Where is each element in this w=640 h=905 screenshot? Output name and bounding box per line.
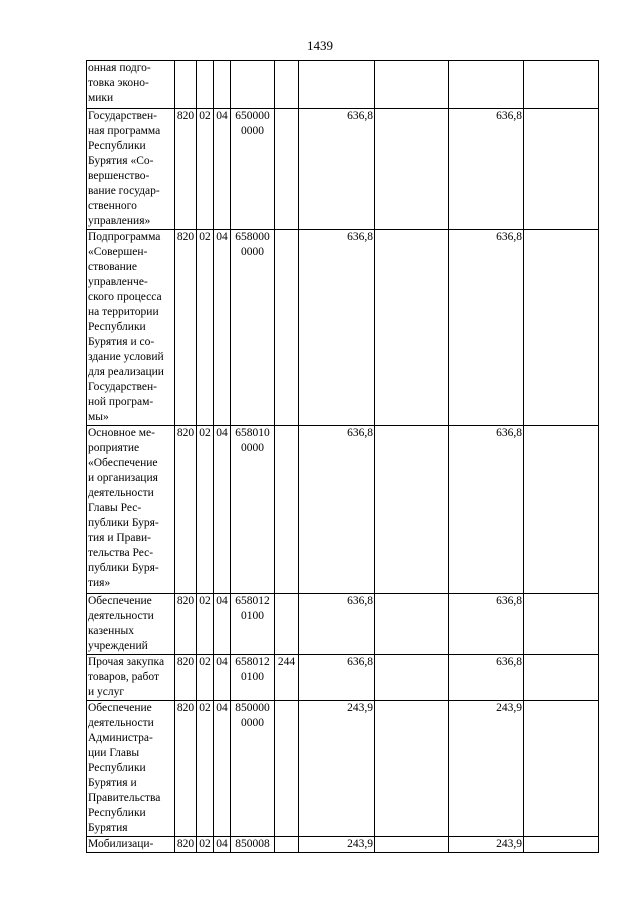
item-name-cell-line: Главы Рес- — [88, 502, 142, 514]
item-name-cell — [87, 426, 175, 594]
item-name-cell-line: здание условий — [88, 351, 164, 363]
amount-cell-4 — [524, 701, 599, 837]
amount-cell-1: 243,9 — [299, 701, 375, 837]
csr-code-cell — [231, 701, 275, 837]
amount-cell-4 — [524, 61, 599, 109]
pr-code-cell: 04 — [214, 426, 231, 594]
item-name-cell — [87, 61, 175, 109]
table-row — [87, 426, 599, 594]
csr-code-cell-line: 658012 — [235, 656, 270, 668]
item-name-cell-line: Республики — [88, 807, 146, 819]
pr-code-cell: 04 — [214, 701, 231, 837]
gr-code-cell: 820 — [175, 701, 197, 837]
item-name-cell — [87, 701, 175, 837]
gr-code-cell: 820 — [175, 230, 197, 426]
amount-cell-1: 243,9 — [299, 837, 375, 853]
rz-code-cell: 02 — [197, 655, 214, 701]
vr-code-cell — [275, 426, 299, 594]
table-row — [87, 701, 599, 837]
amount-cell-4 — [524, 594, 599, 655]
csr-code-cell-line: 0100 — [241, 610, 264, 622]
item-name-cell — [87, 594, 175, 655]
item-name-cell-line: товаров, работ — [88, 671, 160, 683]
csr-code-cell-line: 850000 — [235, 702, 270, 714]
item-name-cell-line: Основное ме- — [88, 427, 155, 439]
item-name-cell-line: публики Буря- — [88, 517, 159, 529]
gr-code-cell: 820 — [175, 837, 197, 853]
item-name-cell-line: Республики — [88, 140, 146, 152]
item-name-cell-line: роприятие — [88, 442, 140, 454]
csr-code-cell-line: 658012 — [235, 595, 270, 607]
item-name-cell-line: Бурятия и — [88, 777, 137, 789]
rz-code-cell — [197, 61, 214, 109]
item-name-cell-line: Мобилизаци- — [88, 838, 154, 850]
item-name-cell-line: тия и Прави- — [88, 532, 151, 544]
item-name-cell-line: деятельности — [88, 717, 154, 729]
csr-code-cell — [231, 61, 275, 109]
rz-code-cell: 02 — [197, 837, 214, 853]
vr-code-cell — [275, 109, 299, 230]
gr-code-cell: 820 — [175, 426, 197, 594]
rz-code-cell: 02 — [197, 594, 214, 655]
pr-code-cell: 04 — [214, 230, 231, 426]
item-name-cell-line: вание государ- — [88, 185, 160, 197]
table-row — [87, 230, 599, 426]
item-name-cell-line: Обеспечение — [88, 595, 152, 607]
pr-code-cell — [214, 61, 231, 109]
item-name-cell-line: Бурятия «Со- — [88, 155, 154, 167]
vr-code-cell — [275, 701, 299, 837]
item-name-cell-line: ная программа — [88, 125, 161, 137]
item-name-cell-line: вершенство- — [88, 170, 150, 182]
table-row — [87, 109, 599, 230]
csr-code-cell-line: 658000 — [235, 231, 270, 243]
vr-code-cell — [275, 594, 299, 655]
item-name-cell — [87, 109, 175, 230]
amount-cell-1: 636,8 — [299, 426, 375, 594]
item-name-cell-line: Администра- — [88, 732, 153, 744]
item-name-cell-line: и услуг — [88, 686, 125, 698]
gr-code-cell: 820 — [175, 594, 197, 655]
csr-code-cell — [231, 655, 275, 701]
amount-cell-2 — [375, 426, 449, 594]
amount-cell-3: 243,9 — [449, 837, 524, 853]
item-name-cell-line: тия» — [88, 577, 111, 589]
amount-cell-1: 636,8 — [299, 109, 375, 230]
item-name-cell-line: ции Главы — [88, 747, 140, 759]
item-name-cell-line: деятельности — [88, 610, 154, 622]
amount-cell-4 — [524, 837, 599, 853]
amount-cell-3 — [449, 61, 524, 109]
rz-code-cell: 02 — [197, 109, 214, 230]
csr-code-cell — [231, 837, 275, 853]
csr-code-cell-line: 0000 — [241, 717, 264, 729]
item-name-cell-line: Прочая закупка — [88, 656, 165, 668]
amount-cell-3: 636,8 — [449, 655, 524, 701]
item-name-cell-line: онная подго- — [88, 62, 151, 74]
amount-cell-3: 636,8 — [449, 594, 524, 655]
csr-code-cell-line: 0000 — [241, 442, 264, 454]
item-name-cell-line: ной програм- — [88, 396, 154, 408]
table-row — [87, 594, 599, 655]
table-row — [87, 61, 599, 109]
item-name-cell-line: «Обеспечение — [88, 457, 158, 469]
amount-cell-2 — [375, 837, 449, 853]
rz-code-cell: 02 — [197, 701, 214, 837]
table-row — [87, 655, 599, 701]
amount-cell-1: 636,8 — [299, 230, 375, 426]
item-name-cell — [87, 230, 175, 426]
item-name-cell-line: и организация — [88, 472, 158, 484]
item-name-cell — [87, 655, 175, 701]
item-name-cell-line: товка эконо- — [88, 77, 149, 89]
gr-code-cell — [175, 61, 197, 109]
item-name-cell — [87, 837, 175, 853]
pr-code-cell: 04 — [214, 837, 231, 853]
table-row — [87, 837, 599, 853]
amount-cell-2 — [375, 655, 449, 701]
gr-code-cell: 820 — [175, 655, 197, 701]
item-name-cell-line: Бурятия и со- — [88, 336, 155, 348]
amount-cell-1 — [299, 61, 375, 109]
csr-code-cell — [231, 230, 275, 426]
item-name-cell-line: на территории — [88, 306, 159, 318]
item-name-cell-line: Государствен- — [88, 110, 157, 122]
csr-code-cell-line: 0100 — [241, 671, 264, 683]
vr-code-cell: 244 — [275, 655, 299, 701]
amount-cell-2 — [375, 61, 449, 109]
item-name-cell-line: ственного — [88, 200, 137, 212]
amount-cell-2 — [375, 701, 449, 837]
csr-code-cell — [231, 426, 275, 594]
csr-code-cell — [231, 594, 275, 655]
csr-code-cell-line: 850008 — [235, 838, 270, 850]
item-name-cell-line: Республики — [88, 762, 146, 774]
item-name-cell-line: Обеспечение — [88, 702, 152, 714]
csr-code-cell — [231, 109, 275, 230]
budget-table — [86, 60, 599, 853]
rz-code-cell: 02 — [197, 230, 214, 426]
amount-cell-4 — [524, 655, 599, 701]
item-name-cell-line: Государствен- — [88, 381, 157, 393]
table-body — [87, 61, 599, 853]
csr-code-cell-line: 0000 — [241, 246, 264, 258]
rz-code-cell: 02 — [197, 426, 214, 594]
item-name-cell-line: ствование — [88, 261, 138, 273]
amount-cell-1: 636,8 — [299, 655, 375, 701]
vr-code-cell — [275, 837, 299, 853]
csr-code-cell-line: 650000 — [235, 110, 270, 122]
amount-cell-2 — [375, 230, 449, 426]
item-name-cell-line: тельства Рес- — [88, 547, 154, 559]
pr-code-cell: 04 — [214, 655, 231, 701]
amount-cell-2 — [375, 594, 449, 655]
item-name-cell-line: казенных — [88, 625, 134, 637]
pr-code-cell: 04 — [214, 109, 231, 230]
item-name-cell-line: деятельности — [88, 487, 154, 499]
item-name-cell-line: для реализации — [88, 366, 164, 378]
item-name-cell-line: ского процесса — [88, 291, 162, 303]
gr-code-cell: 820 — [175, 109, 197, 230]
item-name-cell-line: Республики — [88, 321, 146, 333]
item-name-cell-line: Правительства — [88, 792, 161, 804]
item-name-cell-line: Бурятия — [88, 822, 128, 834]
pr-code-cell: 04 — [214, 594, 231, 655]
vr-code-cell — [275, 230, 299, 426]
item-name-cell-line: управленче- — [88, 276, 148, 288]
amount-cell-3: 636,8 — [449, 109, 524, 230]
amount-cell-3: 636,8 — [449, 426, 524, 594]
item-name-cell-line: мы» — [88, 411, 109, 423]
item-name-cell-line: мики — [88, 92, 114, 104]
item-name-cell-line: учреждений — [88, 640, 148, 652]
amount-cell-4 — [524, 109, 599, 230]
csr-code-cell-line: 0000 — [241, 125, 264, 137]
amount-cell-1: 636,8 — [299, 594, 375, 655]
item-name-cell-line: «Совершен- — [88, 246, 148, 258]
item-name-cell-line: публики Буря- — [88, 562, 159, 574]
amount-cell-3: 243,9 — [449, 701, 524, 837]
csr-code-cell-line: 658010 — [235, 427, 270, 439]
amount-cell-3: 636,8 — [449, 230, 524, 426]
page-number: 1439 — [307, 38, 333, 53]
amount-cell-2 — [375, 109, 449, 230]
item-name-cell-line: управления» — [88, 215, 151, 227]
vr-code-cell — [275, 61, 299, 109]
item-name-cell-line: Подпрограмма — [88, 231, 161, 243]
amount-cell-4 — [524, 230, 599, 426]
amount-cell-4 — [524, 426, 599, 594]
